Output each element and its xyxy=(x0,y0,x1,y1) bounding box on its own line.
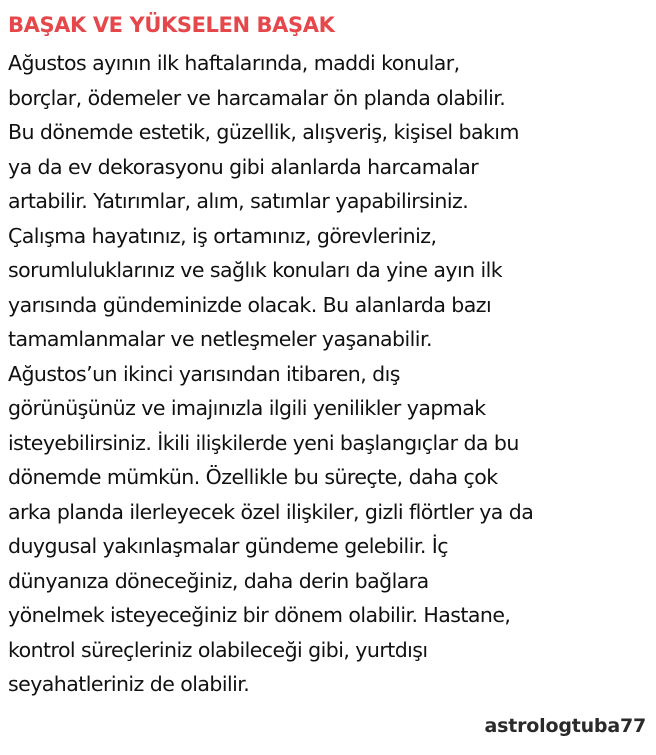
author-watermark: astrologtuba77 xyxy=(484,715,646,737)
paragraph-line: kontrol süreçleriniz olabileceği gibi, yurtdışı xyxy=(8,637,428,662)
paragraph-line: dönemde mümkün. Özellikle bu süreçte, daha çok xyxy=(8,465,498,489)
paragraph-line: sorumluluklarınız ve sağlık konuları da yine ayın ilk xyxy=(8,258,503,282)
paragraph-line: yarısında gündeminizde olacak. Bu alanlarda bazı xyxy=(8,292,492,317)
paragraph-line: dünyanıza döneceğiniz, daha derin bağlara xyxy=(8,568,429,593)
horoscope-paragraph xyxy=(8,46,648,702)
paragraph-line: arka planda ilerleyecek özel ilişkiler, gizli flörtler ya da xyxy=(8,499,534,524)
paragraph-line: borçlar, ödemeler ve harcamalar ön planda olabilir. xyxy=(8,85,506,110)
paragraph-line: isteyebilirsiniz. İkili ilişkilerde yeni başlangıçlar da bu xyxy=(8,430,519,455)
paragraph-line: artabilir. Yatırımlar, alım, satımlar yapabilirsiniz. xyxy=(8,189,469,213)
paragraph-line: Ağustos’un ikinci yarısından itibaren, dış xyxy=(8,361,400,386)
page-title: BAŞAK VE YÜKSELEN BAŞAK xyxy=(8,13,335,37)
paragraph-line: Çalışma hayatınız, iş ortamınız, görevleriniz, xyxy=(8,223,437,248)
paragraph-line: seyahatleriniz de olabilir. xyxy=(8,672,250,696)
paragraph-line: Ağustos ayının ilk haftalarında, maddi konular, xyxy=(8,51,460,75)
paragraph-line: ya da ev dekorasyonu gibi alanlarda harcamalar xyxy=(8,154,479,179)
paragraph-line: tamamlanmalar ve netleşmeler yaşanabilir. xyxy=(8,327,432,351)
paragraph-line: duygusal yakınlaşmalar gündeme gelebilir. İç xyxy=(8,534,448,558)
paragraph-line: görünüşünüz ve imajınızla ilgili yenilikler yapmak xyxy=(8,396,486,420)
paragraph-line: yönelmek isteyeceğiniz bir dönem olabilir. Hastane, xyxy=(8,603,511,627)
paragraph-line: Bu dönemde estetik, güzellik, alışveriş, kişisel bakım xyxy=(8,120,519,144)
